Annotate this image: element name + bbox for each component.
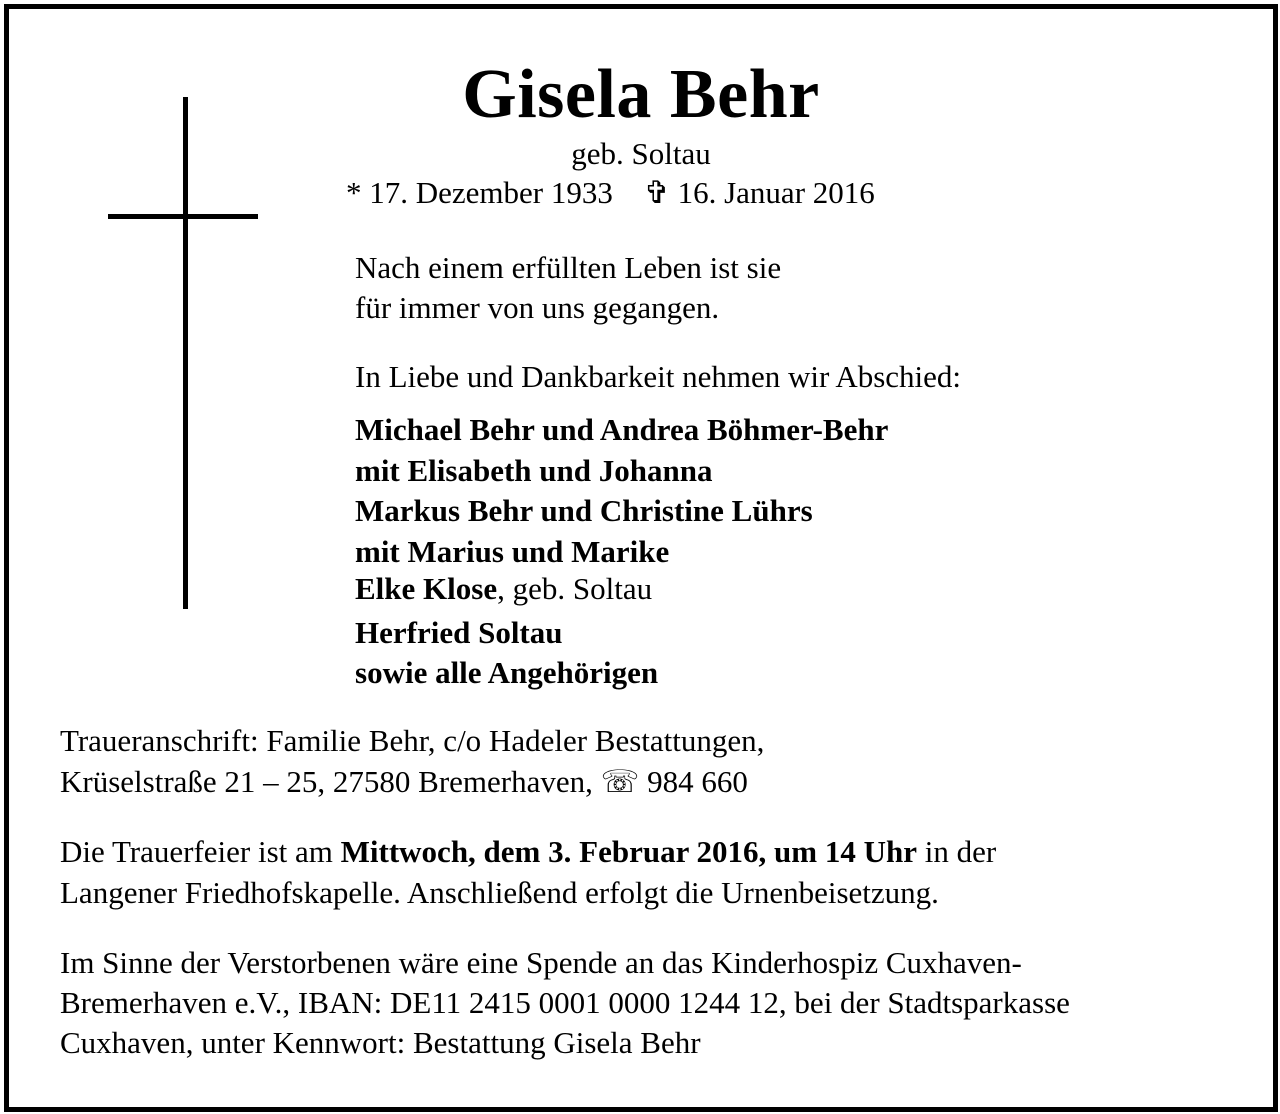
address-street: Krüselstraße 21 – 25, 27580 Bremerhaven,	[60, 764, 593, 799]
intro-line-2: für immer von uns gegangen.	[355, 290, 720, 325]
donation-line-3: Cuxhaven, unter Kennwort: Bestattung Gisela Behr	[60, 1025, 701, 1060]
mourner-line-1: Michael Behr und Andrea Böhmer-Behr	[355, 412, 889, 447]
intro-line-1: Nach einem erfüllten Leben ist sie	[355, 250, 782, 285]
mourner-birthname-elke: , geb. Soltau	[497, 571, 653, 606]
mourner-line-2: mit Elisabeth und Johanna	[355, 453, 713, 488]
mourner-line-3: Markus Behr und Christine Lührs	[355, 493, 813, 528]
death-date: 16. Januar 2016	[677, 175, 875, 210]
donation-line-2: Bremerhaven e.V., IBAN: DE11 2415 0001 0000 1244 12, bei der Stadtsparkasse	[60, 985, 1070, 1020]
mourner-name-elke: Elke Klose	[355, 571, 498, 606]
obituary-frame	[4, 4, 1278, 1112]
deceased-name: Gisela Behr	[462, 56, 820, 133]
phone-number: 984 660	[647, 764, 748, 799]
mourner-line-5	[355, 573, 652, 604]
donation-line-1: Im Sinne der Verstorbenen wäre eine Spende an das Kinderhospiz Cuxhaven-	[60, 945, 1022, 980]
phone-icon: ☏	[600, 764, 640, 799]
death-cross-icon: ✞	[643, 175, 670, 210]
obituary-content	[9, 9, 1273, 1107]
birth-name: geb. Soltau	[571, 136, 711, 171]
birth-date: * 17. Dezember 1933	[346, 175, 613, 210]
service-date: Mittwoch, dem 3. Februar 2016, um 14 Uhr	[340, 834, 917, 869]
cross-icon-vertical	[183, 97, 188, 609]
address-line-1: Traueranschrift: Familie Behr, c/o Hadeler Bestattungen,	[60, 723, 765, 758]
mourner-line-4: mit Marius und Marike	[355, 534, 670, 569]
address-line-2	[60, 766, 748, 797]
service-line-1	[60, 836, 996, 867]
cross-icon-horizontal	[108, 214, 258, 219]
service-line-2: Langener Friedhofskapelle. Anschließend erfolgt die Urnenbeisetzung.	[60, 875, 939, 910]
service-prefix: Die Trauerfeier ist am	[60, 834, 341, 869]
farewell-line: In Liebe und Dankbarkeit nehmen wir Abschied:	[355, 359, 962, 394]
life-dates	[346, 177, 875, 208]
service-suffix: in der	[916, 834, 997, 869]
mourner-line-6: Herfried Soltau	[355, 615, 563, 650]
mourner-line-7: sowie alle Angehörigen	[355, 655, 659, 690]
